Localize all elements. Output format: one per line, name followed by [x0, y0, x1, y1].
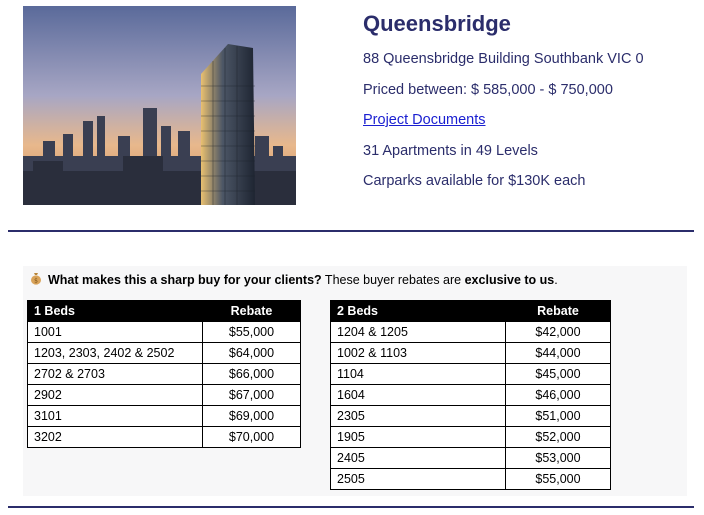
table-row [331, 427, 611, 448]
column-header-unit: 2 Beds [331, 301, 506, 322]
project-carparks: Carparks available for $130K each [363, 173, 586, 189]
column-header-rebate: Rebate [506, 301, 611, 322]
column-header-rebate: Rebate [203, 301, 301, 322]
table-row [28, 385, 301, 406]
unit-cell: 1104 [331, 364, 506, 385]
unit-cell: 2305 [331, 406, 506, 427]
table-row [331, 343, 611, 364]
building-photo [23, 6, 296, 205]
rebate-cell: $46,000 [506, 385, 611, 406]
project-address: 88 Queensbridge Building Southbank VIC 0 [363, 51, 644, 67]
project-info [363, 11, 644, 204]
rebate-cell: $55,000 [203, 322, 301, 343]
table-row [331, 469, 611, 490]
rebate-cell: $44,000 [506, 343, 611, 364]
unit-cell: 2902 [28, 385, 203, 406]
rebate-cell: $69,000 [203, 406, 301, 427]
unit-cell: 3101 [28, 406, 203, 427]
divider-top [8, 230, 694, 232]
rebate-cell: $64,000 [203, 343, 301, 364]
table-row [28, 322, 301, 343]
svg-text:$: $ [34, 277, 38, 285]
rebate-cell: $52,000 [506, 427, 611, 448]
project-documents-link[interactable]: Project Documents [363, 112, 486, 128]
column-header-unit: 1 Beds [28, 301, 203, 322]
unit-cell: 1203, 2303, 2402 & 2502 [28, 343, 203, 364]
rebates-pitch [30, 272, 558, 288]
pitch-question: What makes this a sharp buy for your clients? [48, 273, 322, 287]
one-bed-rebates-table [27, 300, 301, 448]
project-title: Queensbridge [363, 11, 511, 36]
table-row [331, 322, 611, 343]
table-row [331, 385, 611, 406]
table-row [331, 448, 611, 469]
table-header-row [331, 301, 611, 322]
table-row [28, 406, 301, 427]
table-row [28, 364, 301, 385]
divider-bottom [8, 506, 694, 508]
pitch-text: These buyer rebates are [321, 273, 465, 287]
rebate-cell: $51,000 [506, 406, 611, 427]
unit-cell: 2405 [331, 448, 506, 469]
two-bed-rebates-table [330, 300, 611, 490]
rebate-cell: $66,000 [203, 364, 301, 385]
rebate-cell: $42,000 [506, 322, 611, 343]
table-row [28, 427, 301, 448]
table-row [28, 343, 301, 364]
unit-cell: 1001 [28, 322, 203, 343]
table-row [331, 364, 611, 385]
rebate-cell: $45,000 [506, 364, 611, 385]
money-bag-icon [30, 272, 42, 288]
rebate-cell: $70,000 [203, 427, 301, 448]
rebate-cell: $53,000 [506, 448, 611, 469]
unit-cell: 1204 & 1205 [331, 322, 506, 343]
unit-cell: 1002 & 1103 [331, 343, 506, 364]
unit-cell: 1604 [331, 385, 506, 406]
table-row [331, 406, 611, 427]
project-price: Priced between: $ 585,000 - $ 750,000 [363, 81, 613, 98]
unit-cell: 2505 [331, 469, 506, 490]
rebate-cell: $67,000 [203, 385, 301, 406]
unit-cell: 2702 & 2703 [28, 364, 203, 385]
table-header-row [28, 301, 301, 322]
unit-cell: 1905 [331, 427, 506, 448]
unit-cell: 3202 [28, 427, 203, 448]
project-apartments: 31 Apartments in 49 Levels [363, 142, 538, 159]
rebate-cell: $55,000 [506, 469, 611, 490]
pitch-end: . [554, 273, 558, 287]
pitch-exclusive: exclusive to us [464, 273, 555, 287]
